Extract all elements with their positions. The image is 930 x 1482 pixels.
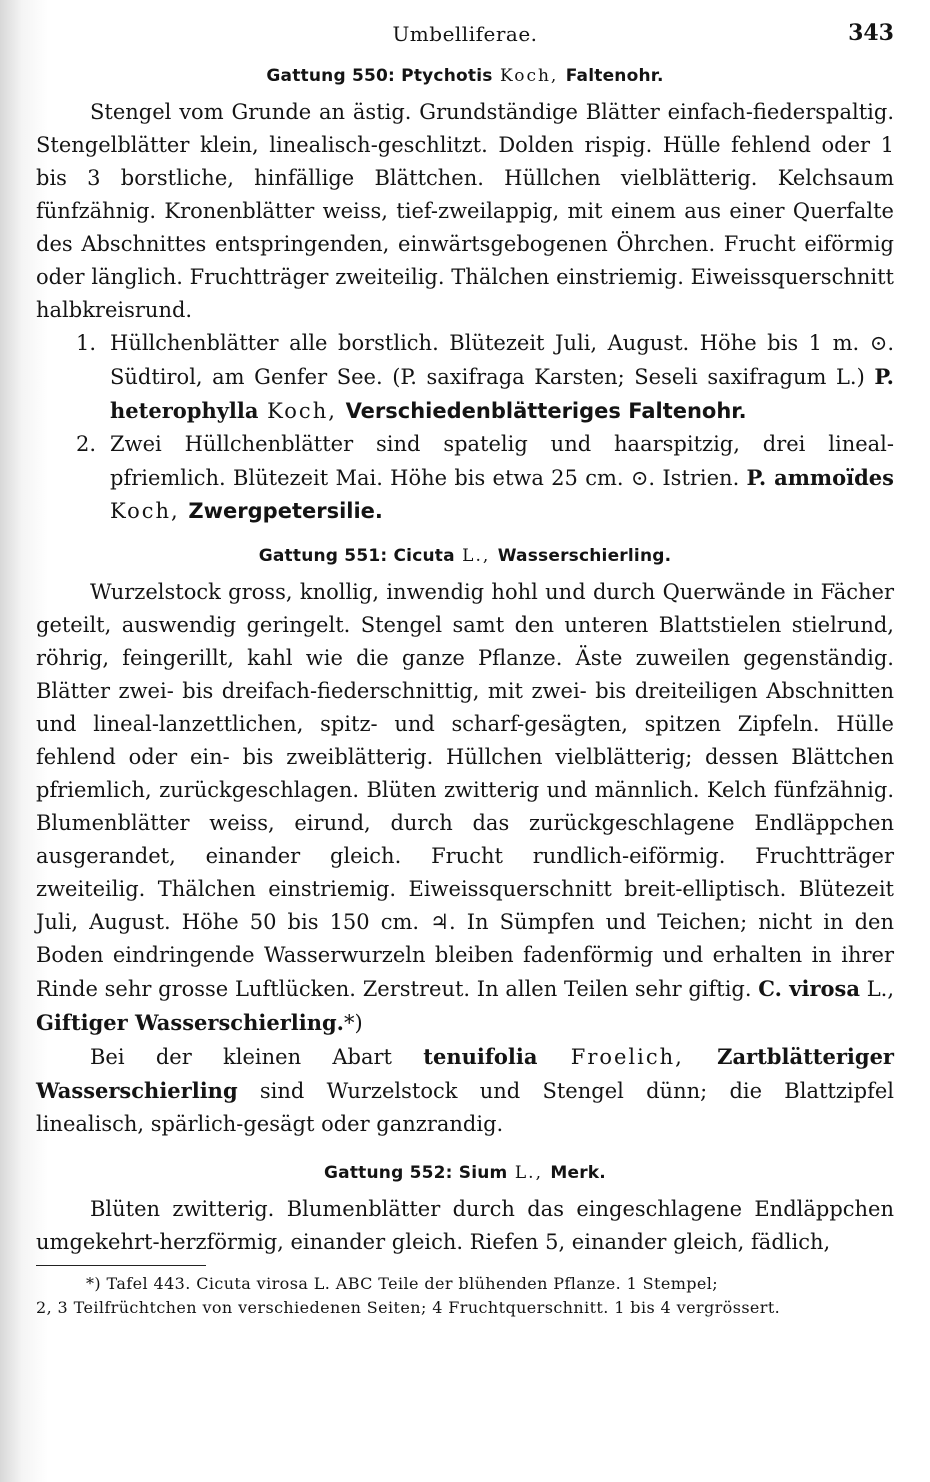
key-text: Hüllchenblätter alle borstlich. Blütezeit Juli, August. Höhe bis 1 m. ⊙. Südtirol, am Genfer See. (P. saxifraga Karsten; Seseli saxifragum L.): [110, 331, 894, 389]
key-entry-1: [36, 327, 894, 428]
genus-heading-550: [36, 66, 894, 86]
genus-common-name: Faltenohr.: [565, 66, 664, 86]
page-number: 343: [848, 20, 894, 46]
variety-lead: Bei der kleinen Abart: [90, 1045, 424, 1069]
description-text: Wurzelstock gross, knollig, inwendig hohl und durch Querwände in Fächer geteilt, auswendig geringelt. Stengel samt den unteren Blattstielen stielrund, röhrig, feingerillt, kahl wie die ganze Pflanze. Äste zuweilen gegenständig. Blätter zwei- bis dreifach-fiederschnittig, mit zwei- bis dreiteiligen Abschnitten und lineal-lanzettlichen, spitz- und scharf-gesägten, spitzen Zipfeln. Hülle fehlend oder ein- bis zweiblätterig. Hüllchen vielblätterig; dessen Blättchen pfriemlich, zurückgeschlagen. Blüten zwitterig und männlich. Kelch fünfzähnig. Blumenblätter weiss, eirund, durch das zurückgeschlagene Endläppchen ausgerandet, einander gleich. Frucht rundlich-eiförmig. Fruchtträger zweiteilig. Thälchen einstriemig. Eiweissquerschnitt breit-elliptisch. Blütezeit Juli, August. Höhe 50 bis 150 cm. ♃. In Sümpfen und Teichen; nicht in den Boden eindringende Wasserwurzeln bleiben fadenförmig und erhalten in ihrer Rinde sehr grosse Luftlücken. Zerstreut. In allen Teilen sehr giftig.: [36, 580, 894, 1001]
key-entry-2: [36, 428, 894, 528]
key-number: 2.: [76, 432, 97, 456]
footnote-divider: [36, 1265, 206, 1266]
species-name: P. ammoïdes: [746, 465, 894, 490]
footnote-ref: *): [343, 1011, 363, 1035]
species-author: Koch,: [258, 399, 346, 423]
genus-name: Cicuta: [393, 546, 455, 566]
species-author: Koch,: [110, 499, 189, 523]
genus-heading-552: [36, 1163, 894, 1183]
genus-description-550: Stengel vom Grunde an ästig. Grundständige Blätter einfach-fiederspaltig. Stengelblätter klein, linealisch-geschlitzt. Dolden rispig. Hülle fehlend oder 1 bis 3 borstliche, hinfällige Blättchen. Hüllchen vielblätterig. Kelchsaum fünfzähnig. Kronenblätter weiss, tief-zweilappig, mit einem aus einer Querfalte des Abschnittes entspringenden, einwärtsgebogenen Öhrchen. Frucht eiförmig oder länglich. Fruchtträger zweiteilig. Thälchen einstriemig. Eiweissquerschnitt halbkreisrund.: [36, 100, 894, 322]
genus-author: L.,: [507, 1163, 551, 1183]
genus-label: Gattung 552:: [324, 1163, 459, 1183]
key-number: 1.: [76, 331, 97, 355]
species-name: P. heterophylla: [110, 364, 894, 423]
genus-common-name: Merk.: [550, 1163, 606, 1183]
variety-author: Froelich,: [537, 1045, 718, 1069]
genus-heading-551: [36, 546, 894, 566]
vernacular-name: Zwergpetersilie.: [188, 499, 383, 523]
species-name: C. virosa: [758, 976, 860, 1001]
genus-author: L.,: [454, 546, 498, 566]
footnote-line-2: 2, 3 Teilfrüchtchen von verschiedenen Seiten; 4 Fruchtquerschnitt. 1 bis 4 vergrössert.: [36, 1298, 781, 1317]
key-text: Zwei Hüllchenblätter sind spatelig und haarspitzig, drei lineal-pfriemlich. Blütezeit Mai. Höhe bis etwa 25 cm. ⊙. Istrien.: [110, 432, 894, 490]
variety-text: sind Wurzelstock und Stengel dünn; die Blattzipfel linealisch, spärlich-gesägt oder ganzrandig.: [36, 1079, 894, 1136]
genus-name: Ptychotis: [401, 66, 493, 86]
footnote-line-1: *) Tafel 443. Cicuta virosa L. ABC Teile der blühenden Pflanze. 1 Stempel;: [86, 1274, 719, 1293]
page-header: [36, 18, 894, 54]
variety-name: tenuifolia: [423, 1044, 538, 1069]
vernacular-name: Giftiger Wasserschierling.: [36, 1010, 344, 1035]
genus-description-551: [36, 576, 894, 1040]
genus-label: Gattung 550:: [266, 66, 402, 86]
genus-common-name: Wasserschierling.: [497, 546, 672, 566]
vernacular-name: Verschiedenblätteriges Faltenohr.: [345, 399, 747, 423]
species-key-550: [36, 327, 894, 528]
variety-paragraph: [36, 1040, 894, 1141]
variety-vernacular: Zartblätteriger Wasserschierling: [36, 1044, 894, 1103]
species-author: L.,: [859, 977, 894, 1001]
genus-name: Sium: [458, 1163, 508, 1183]
running-title: Umbelliferae.: [392, 22, 538, 46]
genus-label: Gattung 551:: [258, 546, 394, 566]
genus-author: Koch,: [492, 66, 566, 86]
genus-description-552: Blüten zwitterig. Blumenblätter durch das eingeschlagene Endläppchen umgekehrt-herzförmig, einander gleich. Riefen 5, einander gleich, fädlich,: [36, 1197, 894, 1254]
